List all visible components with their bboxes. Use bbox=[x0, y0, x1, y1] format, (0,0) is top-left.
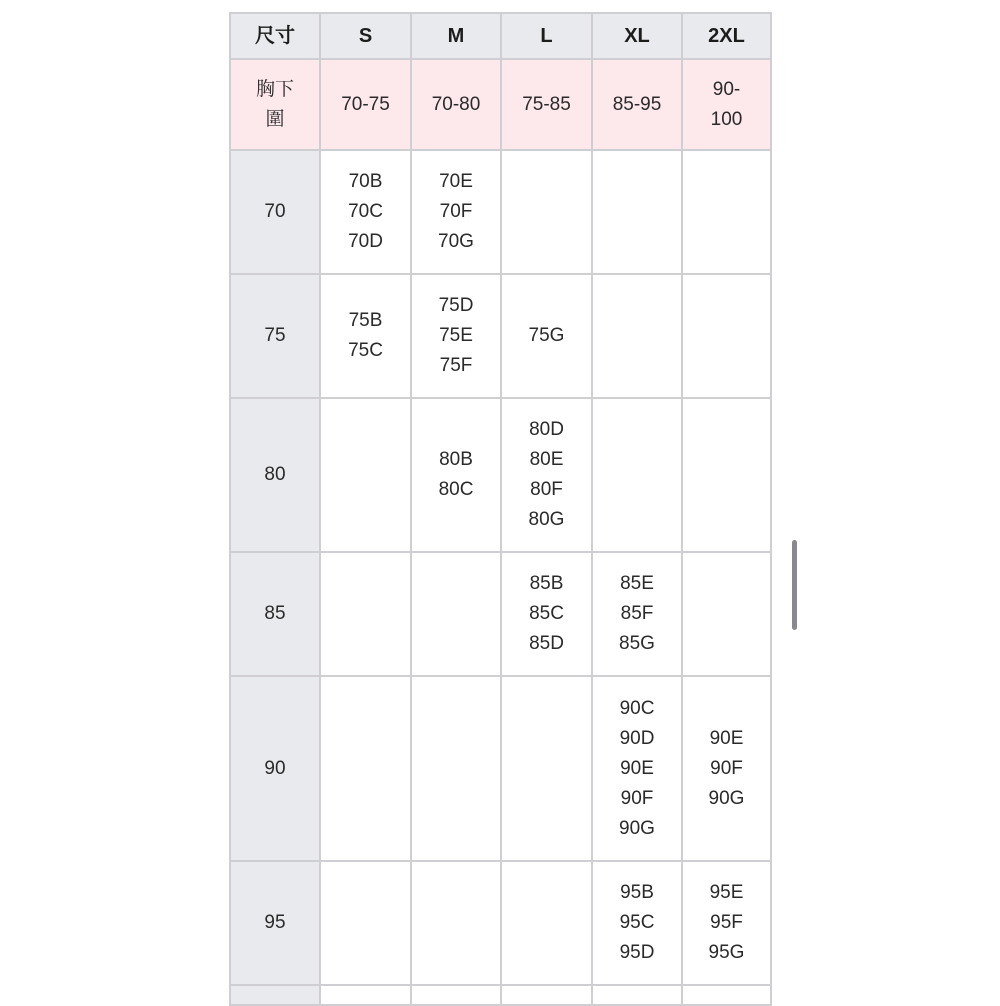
cup-size-cell-s bbox=[320, 274, 411, 398]
band-size-label: 95 bbox=[230, 861, 320, 985]
cup-size: 75D bbox=[438, 295, 474, 316]
cup-size-cell-m bbox=[411, 274, 501, 398]
cup-size: 85E bbox=[620, 573, 654, 594]
cup-size-cell-l bbox=[501, 861, 592, 985]
cup-size-cell-l bbox=[501, 274, 592, 398]
size-header-row bbox=[230, 13, 771, 59]
underbust-row bbox=[230, 59, 771, 150]
cup-size-cell-m bbox=[411, 676, 501, 861]
cup-size: 70B bbox=[348, 171, 383, 192]
cup-size: 80F bbox=[530, 479, 563, 500]
cup-size: 85B bbox=[529, 573, 564, 594]
cup-size: 75G bbox=[528, 325, 565, 346]
cup-size-cell-xl bbox=[592, 150, 682, 274]
cup-size: 90D bbox=[619, 727, 655, 749]
cup-size-cell-m bbox=[411, 552, 501, 676]
underbust-range-xl: 85-95 bbox=[592, 59, 682, 150]
underbust-range-l: 75-85 bbox=[501, 59, 592, 150]
cup-size: 80G bbox=[528, 509, 565, 530]
underbust-label: 胸下 圍 bbox=[230, 59, 320, 150]
cup-size-cell-l bbox=[501, 552, 592, 676]
cup-size: 90F bbox=[620, 787, 654, 809]
cup-size-cell-xl bbox=[592, 552, 682, 676]
band-size-label: 75 bbox=[230, 274, 320, 398]
cup-size: 90E bbox=[709, 727, 744, 749]
band-row-95 bbox=[230, 861, 771, 985]
cup-size-cell-xl bbox=[592, 676, 682, 861]
cup-size: 85F bbox=[620, 603, 654, 624]
cup-size-cell-2xl bbox=[682, 274, 771, 398]
cup-size: 70G bbox=[438, 231, 474, 252]
cup-size-cell-l bbox=[501, 398, 592, 552]
cup-size-cell-2xl bbox=[682, 552, 771, 676]
band-row-75 bbox=[230, 274, 771, 398]
cup-size-cell-s bbox=[320, 150, 411, 274]
partial-cell bbox=[501, 985, 592, 1005]
partial-cell bbox=[682, 985, 771, 1005]
cup-size: 90F bbox=[710, 757, 743, 779]
partial-cell bbox=[411, 985, 501, 1005]
cup-size-cell-s bbox=[320, 676, 411, 861]
band-size-label: 80 bbox=[230, 398, 320, 552]
cup-size: 85D bbox=[529, 633, 564, 654]
band-size-label: 85 bbox=[230, 552, 320, 676]
header-size-s: S bbox=[320, 13, 411, 59]
cup-size: 70E bbox=[439, 171, 473, 192]
band-row-70 bbox=[230, 150, 771, 274]
band-row-partial bbox=[230, 985, 771, 1005]
partial-cell bbox=[230, 985, 320, 1005]
cup-size: 70F bbox=[439, 201, 473, 222]
cup-size: 70D bbox=[348, 231, 383, 252]
band-size-label: 90 bbox=[230, 676, 320, 861]
cup-size: 95F bbox=[710, 912, 743, 933]
cup-size-cell-l bbox=[501, 676, 592, 861]
cup-size: 80D bbox=[529, 419, 564, 440]
cup-size-cell-xl bbox=[592, 274, 682, 398]
cup-size-cell-2xl bbox=[682, 861, 771, 985]
cup-size: 75F bbox=[439, 355, 473, 376]
header-size-l: L bbox=[501, 13, 592, 59]
partial-cell bbox=[592, 985, 682, 1005]
cup-size: 95G bbox=[708, 942, 745, 963]
cup-size: 80B bbox=[439, 449, 473, 470]
cup-size-cell-2xl bbox=[682, 150, 771, 274]
cup-size: 85C bbox=[529, 603, 564, 624]
partial-cell bbox=[320, 985, 411, 1005]
cup-size: 95D bbox=[619, 942, 655, 963]
cup-size-cell-s bbox=[320, 552, 411, 676]
cup-size: 70C bbox=[348, 201, 383, 222]
band-rows bbox=[230, 150, 771, 1005]
cup-size: 75B bbox=[348, 310, 383, 331]
header-size-xl: XL bbox=[592, 13, 682, 59]
cup-size: 95E bbox=[709, 882, 744, 903]
cup-size-cell-s bbox=[320, 861, 411, 985]
underbust-range-m: 70-80 bbox=[411, 59, 501, 150]
cup-size-cell-s bbox=[320, 398, 411, 552]
band-row-90 bbox=[230, 676, 771, 861]
cup-size: 90E bbox=[620, 757, 654, 779]
cup-size-cell-l bbox=[501, 150, 592, 274]
cup-size-cell-2xl bbox=[682, 398, 771, 552]
band-row-80 bbox=[230, 398, 771, 552]
band-size-label: 70 bbox=[230, 150, 320, 274]
cup-size-cell-xl bbox=[592, 398, 682, 552]
band-row-85 bbox=[230, 552, 771, 676]
cup-size-cell-m bbox=[411, 861, 501, 985]
cup-size: 75C bbox=[348, 340, 383, 361]
cup-size: 85G bbox=[619, 633, 655, 654]
cup-size: 75E bbox=[439, 325, 473, 346]
cup-size: 90G bbox=[708, 787, 745, 809]
cup-size-cell-m bbox=[411, 150, 501, 274]
cup-size: 80E bbox=[529, 449, 564, 470]
cup-size: 80C bbox=[438, 479, 474, 500]
underbust-range-s: 70-75 bbox=[320, 59, 411, 150]
cup-size-cell-2xl bbox=[682, 676, 771, 861]
vertical-scrollbar[interactable] bbox=[792, 540, 797, 630]
header-size-m: M bbox=[411, 13, 501, 59]
header-size-2xl: 2XL bbox=[682, 13, 771, 59]
cup-size-cell-xl bbox=[592, 861, 682, 985]
underbust-range-2xl: 90- 100 bbox=[682, 59, 771, 150]
bra-size-table bbox=[229, 12, 772, 1006]
cup-size: 90C bbox=[619, 697, 655, 719]
cup-size-cell-m bbox=[411, 398, 501, 552]
cup-size: 95C bbox=[619, 912, 655, 933]
header-size-label: 尺寸 bbox=[230, 13, 320, 59]
cup-size: 90G bbox=[619, 817, 655, 839]
cup-size: 95B bbox=[620, 882, 654, 903]
